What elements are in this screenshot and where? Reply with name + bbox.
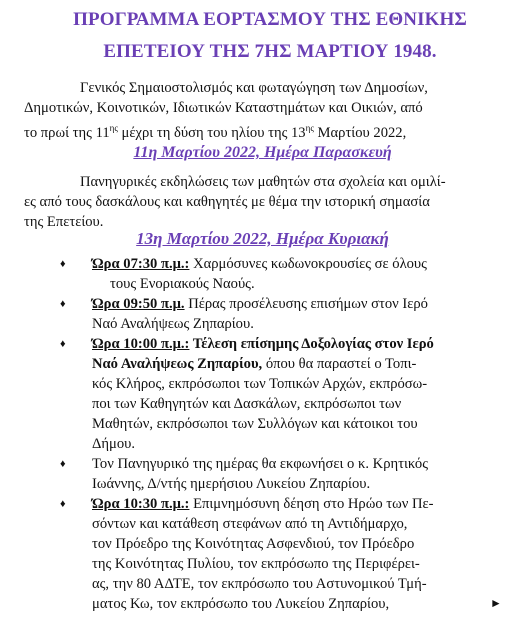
bullet-icon: ♦ [60,298,66,310]
intro-superscript-2: ης [305,123,314,133]
item-2-text: Πέρας προσέλευσης επισήμων στον Ιερό [184,296,428,312]
day1-heading: 11η Μαρτίου 2022, Ημέρα Παρασκευή [133,144,392,161]
list-item-3-line-5: Μαθητών, εκπρόσωποι των Συλλόγων και κάτοικοι του [92,416,418,432]
item-2-time: Ώρα 09:50 π.μ. [92,296,185,312]
intro-line-3 [24,118,499,143]
list-item-4-line-1: Τον Πανηγυρικό της ημέρας θα εκφωνήσει ο κ. Κρητικός [92,456,429,472]
bullet-icon: ♦ [60,458,66,470]
list-item-2-line-2: Ναό Αναλήψεως Ζηπαρίου. [92,316,254,332]
list-item-1-line-2: τους Ενοριακούς Ναούς. [110,276,255,292]
document-title-line-2: ΕΠΕΤΕΙΟΥ ΤΗΣ 7ΗΣ ΜΑΡΤΙΟΥ 1948. [103,41,437,62]
item-3-bold-1: Τέλεση επίσημης Δοξολογίας στον Ιερό [189,336,434,352]
item-3-text-2: όπου θα παραστεί ο Τοπι- [262,356,417,372]
intro-superscript-1: ης [109,123,118,133]
item-1-time: Ώρα 07:30 π.μ.: [92,256,190,272]
intro-line-1: Γενικός Σημαιοστολισμός και φωταγώγηση των Δημοσίων, [80,80,428,96]
list-item-3-line-1 [92,334,492,354]
intro-line-3-b: μέχρι τη δύση του ηλίου της 13 [117,124,306,141]
list-item-5-line-4: της Κοινότητας Πυλίου, τον εκπρόσωπο της Περιφέρει- [92,556,420,572]
intro-line-3-a: το πρωί της 11 [24,124,110,141]
day1-line-2: ες από τους δασκάλους και καθηγητές με θέμα την ιστορική σημασία [24,194,430,210]
list-item-1-line-1 [92,254,492,274]
list-item-5-line-3: τον Πρόεδρο της Κοινότητας Ασφενδιού, τον Πρόεδρο [92,536,415,552]
item-3-time: Ώρα 10:00 π.μ.: [92,336,190,352]
day1-line-1: Πανηγυρικές εκδηλώσεις των μαθητών στα σχολεία και ομιλί- [80,174,446,190]
intro-line-3-c: Μαρτίου 2022, [313,124,407,141]
item-5-text: Επιμνημόσυνη δέηση στο Ηρώο των Πε- [189,496,434,512]
list-item-5-line-2: σόντων και κατάθεση στεφάνων από τη Αντιδήμαρχο, [92,516,408,532]
day2-heading: 13η Μαρτίου 2022, Ημέρα Κυριακή [136,229,389,248]
list-item-2-line-1 [92,294,492,314]
list-item-5-line-6: ματος Κω, τον εκπρόσωπο του Λυκείου Ζηπαρίου, [92,596,390,612]
document-title-line-1: ΠΡΟΓΡΑΜΜΑ ΕΟΡΤΑΣΜΟΥ ΤΗΣ ΕΘΝΙΚΗΣ [73,9,467,30]
item-3-bold-2: Ναό Αναλήψεως Ζηπαρίου, [92,356,263,372]
item-5-time: Ώρα 10:30 π.μ.: [92,496,190,512]
item-1-text: Χαρμόσυνες κωδωνοκρουσίες σε όλους [189,256,427,272]
bullet-icon: ♦ [60,338,66,350]
intro-line-2: Δημοτικών, Κοινοτικών, Ιδιωτικών Καταστημάτων και Οικιών, από [24,100,423,116]
list-item-5-line-1 [92,494,492,514]
list-item-4-line-2: Ιωάννης, Δ/ντής ημερήσιου Λυκείου Ζηπαρίου. [92,476,371,492]
list-item-3-line-4: ποι των Καθηγητών και Δασκάλων, εκπρόσωποι των [92,396,402,412]
bullet-icon: ♦ [60,258,66,270]
list-item-3-line-2 [92,354,492,374]
list-item-3-line-3: κός Κλήρος, εκπρόσωποι των Τοπικών Αρχών, εκπρόσω- [92,376,428,392]
list-item-5-line-5: ας, την 80 ΑΔΤΕ, τον εκπρόσωπο του Αστυνομικού Τμή- [92,576,427,592]
day1-line-3: της Επετείου. [24,214,104,230]
continue-arrow-icon: ► [490,596,502,610]
bullet-icon: ♦ [60,498,66,510]
list-item-3-line-6: Δήμου. [92,436,136,452]
